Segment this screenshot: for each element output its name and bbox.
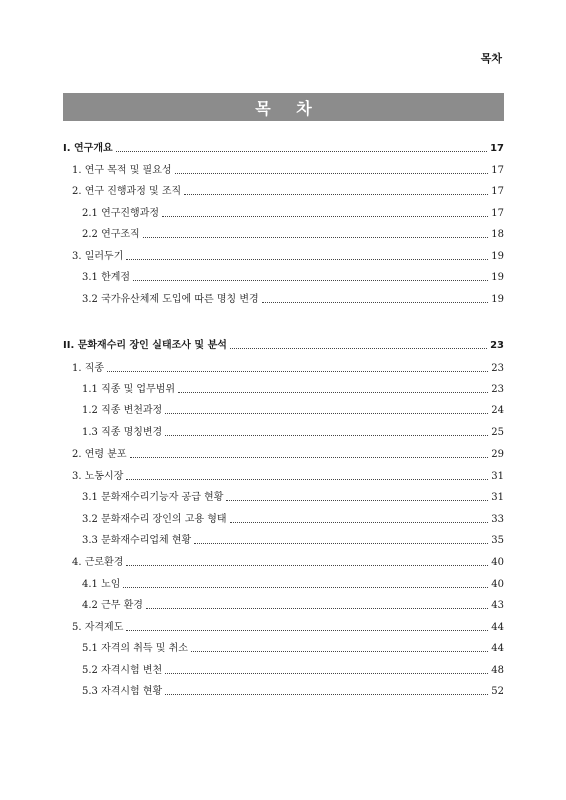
toc-entry[interactable] [63, 398, 504, 418]
toc-entry[interactable] [63, 679, 504, 699]
toc-entry[interactable] [63, 572, 504, 592]
toc-entry-page-number: 19 [491, 272, 504, 283]
toc-entry[interactable] [63, 377, 504, 397]
toc-entry-label: I. 연구개요 [63, 143, 113, 154]
toc-entry[interactable] [63, 636, 504, 656]
toc-entry-page-number: 19 [491, 294, 504, 305]
dot-leader [184, 193, 488, 195]
toc-entry-label: 4.1 노임 [82, 579, 121, 590]
toc-entry[interactable] [63, 658, 504, 678]
toc-entry-page-number: 17 [491, 165, 504, 176]
toc-entry-label: 5.2 자격시험 변천 [82, 665, 163, 676]
toc-entry-label: 5. 자격제도 [72, 622, 124, 633]
toc-entry-label: 3. 일러두기 [72, 251, 124, 262]
toc-entry-page-number: 17 [490, 143, 504, 154]
toc-entry-label: 1.1 직종 및 업무범위 [82, 384, 176, 395]
dot-leader [165, 693, 488, 695]
toc-entry-page-number: 40 [491, 579, 504, 590]
toc-entry-label: 5.1 자격의 취득 및 취소 [82, 643, 188, 654]
toc-entry-page-number: 52 [491, 686, 504, 697]
toc-entry-page-number: 31 [491, 471, 504, 482]
dot-leader [126, 258, 488, 260]
toc-entry[interactable] [63, 179, 504, 199]
toc-entry-label: 1. 직종 [72, 363, 105, 374]
toc-entry-page-number: 35 [491, 535, 504, 546]
toc-entry-page-number: 48 [491, 665, 504, 676]
toc-entry-page-number: 18 [491, 229, 504, 240]
dot-leader [178, 391, 488, 393]
toc-entry-label: 2. 연령 분포 [72, 449, 127, 460]
toc-entry[interactable] [63, 136, 504, 156]
running-header: 목차 [480, 52, 502, 65]
toc-entry-label: 3.1 한계점 [82, 272, 131, 283]
dot-leader [133, 279, 488, 281]
dot-leader [107, 370, 488, 372]
toc-entry[interactable] [63, 356, 504, 376]
dot-leader [226, 499, 488, 501]
toc-entry-label: 5.3 자격시험 현황 [82, 686, 163, 697]
toc-entry[interactable] [63, 158, 504, 178]
toc-entry[interactable] [63, 265, 504, 285]
toc-entry[interactable] [63, 485, 504, 505]
toc-entry[interactable] [63, 593, 504, 613]
dot-leader [165, 672, 488, 674]
dot-leader [130, 456, 489, 458]
dot-leader [165, 434, 488, 436]
toc-title-bar [63, 93, 504, 121]
toc-entry-label: 1. 연구 목적 및 필요성 [72, 165, 172, 176]
toc-entry-label: 2. 연구 진행과정 및 조직 [72, 186, 182, 197]
dot-leader [175, 172, 489, 174]
toc-entry-page-number: 23 [491, 363, 504, 374]
toc-entry-page-number: 19 [491, 251, 504, 262]
toc-entry-label: 2.1 연구진행과정 [82, 208, 160, 219]
toc-entry-label: 3. 노동시장 [72, 471, 124, 482]
toc-entry-page-number: 44 [491, 643, 504, 654]
toc-entry[interactable] [63, 442, 504, 462]
toc-entry[interactable] [63, 420, 504, 440]
dot-leader [191, 650, 488, 652]
toc-entry-label: 3.2 국가유산체제 도입에 따른 명칭 변경 [82, 294, 259, 305]
toc-entry[interactable] [63, 550, 504, 570]
dot-leader [143, 236, 489, 238]
dot-leader [123, 586, 488, 588]
toc-entry[interactable] [63, 287, 504, 307]
toc-entry-page-number: 40 [491, 557, 504, 568]
toc-entry[interactable] [63, 222, 504, 242]
toc-entry-label: 4.2 근무 환경 [82, 600, 143, 611]
toc-entry-label: 3.2 문화재수리 장인의 고용 형태 [82, 514, 227, 525]
toc-entry-page-number: 25 [491, 427, 504, 438]
toc-entry-page-number: 23 [491, 384, 504, 395]
toc-entry-label: II. 문화재수리 장인 실태조사 및 분석 [63, 340, 227, 351]
dot-leader [194, 542, 488, 544]
toc-entry-page-number: 17 [491, 186, 504, 197]
toc-entry[interactable] [63, 244, 504, 264]
toc-entry-label: 1.3 직종 명칭변경 [82, 427, 163, 438]
dot-leader [126, 629, 488, 631]
toc-entry[interactable] [63, 528, 504, 548]
toc-entry-label: 3.3 문화재수리업체 현황 [82, 535, 192, 546]
toc-entry[interactable] [63, 507, 504, 527]
toc-entry[interactable] [63, 615, 504, 635]
dot-leader [162, 215, 488, 217]
toc-entry[interactable] [63, 333, 504, 353]
toc-entry-page-number: 33 [491, 514, 504, 525]
toc-entry-label: 1.2 직종 변천과정 [82, 405, 163, 416]
dot-leader [126, 564, 488, 566]
page-title: 목 차 [255, 98, 322, 118]
dot-leader [230, 521, 489, 523]
toc-entry-page-number: 44 [491, 622, 504, 633]
toc-entry-page-number: 24 [491, 405, 504, 416]
toc-entry-label: 2.2 연구조직 [82, 229, 140, 240]
toc-entry-label: 3.1 문화재수리기능자 공급 현황 [82, 492, 224, 503]
dot-leader [230, 347, 487, 349]
dot-leader [165, 412, 488, 414]
toc-entry-page-number: 43 [491, 600, 504, 611]
toc-entry[interactable] [63, 464, 504, 484]
toc-entry[interactable] [63, 201, 504, 221]
dot-leader [126, 478, 488, 480]
toc-entry-label: 4. 근로환경 [72, 557, 124, 568]
toc-entry-page-number: 31 [491, 492, 504, 503]
dot-leader [116, 150, 487, 152]
toc-entry-page-number: 17 [491, 208, 504, 219]
toc-entry-page-number: 29 [491, 449, 504, 460]
dot-leader [262, 301, 489, 303]
dot-leader [146, 607, 488, 609]
toc-entry-page-number: 23 [490, 340, 504, 351]
